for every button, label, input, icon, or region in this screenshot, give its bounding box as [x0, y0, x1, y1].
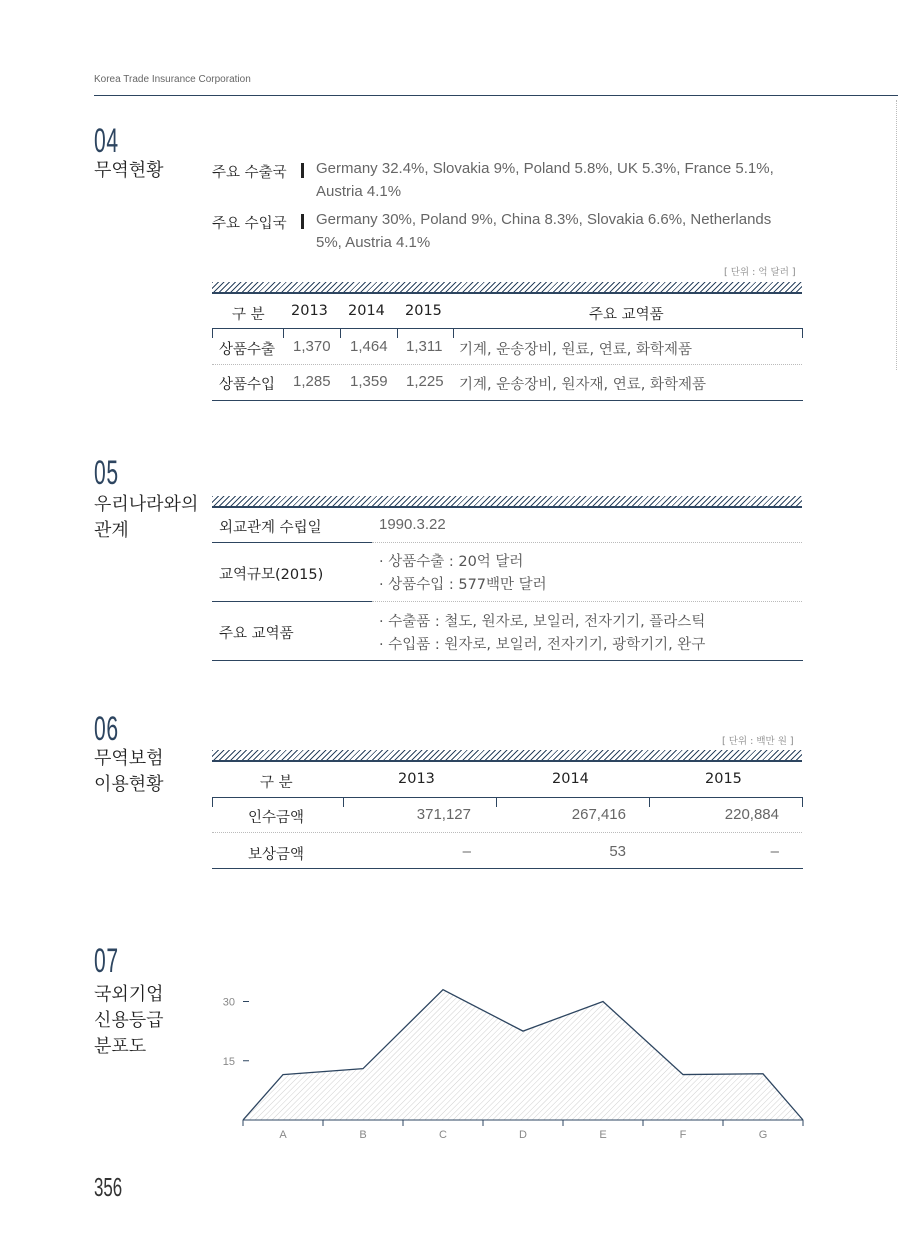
s04-cell: 1,311	[406, 338, 443, 355]
export-line-1: Germany 32.4%, Slovakia 9%, Poland 5.8%, UK 5.3%, France 5.1%,	[316, 160, 774, 177]
export-label: 주요 수출국	[212, 165, 287, 181]
header-org: Korea Trade Insurance Corporation	[94, 74, 251, 85]
s04-th-2013: 2013	[291, 303, 328, 319]
chart-x-label: B	[359, 1129, 367, 1141]
chart-x-label: A	[279, 1129, 287, 1141]
section-04-title: 무역현황	[94, 160, 164, 181]
s06-th-2014: 2014	[552, 771, 589, 787]
s04-cell-items: 기계, 운송장비, 원자재, 연료, 화학제품	[459, 377, 706, 393]
chart-x-label: G	[758, 1129, 768, 1141]
chart-x-label: C	[439, 1129, 447, 1141]
s06-row-label: 인수금액	[248, 810, 305, 826]
page-number: 356	[94, 1172, 123, 1202]
s04-th-2014: 2014	[348, 303, 385, 319]
s06-cell: –	[770, 843, 779, 860]
s04-cell: 1,225	[406, 373, 444, 390]
section-07-number: 07	[94, 942, 119, 980]
import-label: 주요 수입국	[212, 216, 287, 232]
s04-cell-items: 기계, 운송장비, 원료, 연료, 화학제품	[459, 342, 692, 358]
s04-th-category: 구 분	[232, 307, 265, 323]
chart-x-label: F	[679, 1129, 687, 1141]
s06-cell: 267,416	[571, 806, 626, 823]
s05-value: 1990.3.22	[379, 516, 446, 533]
s05-value: · 수입품 : 원자로, 보일러, 전자기기, 광학기기, 완구	[379, 637, 706, 653]
chart-x-label: E	[599, 1129, 607, 1141]
s05-value: · 상품수입 : 577백만 달러	[379, 577, 547, 593]
s05-row-label: 주요 교역품	[219, 626, 294, 642]
s06-cell: 53	[609, 843, 626, 860]
section-07-title: 국외기업 신용등급 분포도	[94, 984, 164, 1057]
s06-cell: –	[462, 843, 471, 860]
export-line-2: Austria 4.1%	[316, 183, 402, 200]
s04-cell: 1,285	[293, 373, 331, 390]
s06-th-2015: 2015	[705, 771, 742, 787]
chart-y-label: 30	[222, 996, 235, 1009]
chart-x-label: D	[519, 1129, 527, 1141]
s05-value: · 수출품 : 철도, 원자로, 보일러, 전자기기, 플라스틱	[379, 614, 706, 630]
section-04-number: 04	[94, 122, 119, 160]
s04-cell: 1,370	[293, 338, 331, 355]
chart-area-fill	[243, 990, 803, 1120]
s06-cell: 371,127	[416, 806, 471, 823]
s06-cell: 220,884	[724, 806, 779, 823]
s04-unit: [ 단위 : 억 달러 ]	[724, 267, 796, 278]
s05-row-label: 외교관계 수립일	[219, 520, 322, 536]
s04-th-items: 주요 교역품	[589, 307, 664, 323]
s04-th-2015: 2015	[405, 303, 442, 319]
section-06-title: 무역보험 이용현황	[94, 748, 164, 795]
s04-row-label: 상품수입	[219, 377, 276, 393]
s06-th-category: 구 분	[260, 775, 293, 791]
chart-y-label: 15	[222, 1055, 235, 1068]
s06-th-2013: 2013	[398, 771, 435, 787]
section-05-number: 05	[94, 454, 119, 492]
section-05-title: 우리나라와의 관계	[94, 494, 199, 541]
s04-row-label: 상품수출	[219, 342, 276, 358]
import-line-1: Germany 30%, Poland 9%, China 8.3%, Slovakia 6.6%, Netherlands	[316, 211, 772, 228]
s05-value: · 상품수출 : 20억 달러	[379, 554, 524, 570]
s06-unit: [ 단위 : 백만 원 ]	[722, 736, 794, 747]
s05-row-label: 교역규모(2015)	[219, 567, 324, 583]
s06-row-label: 보상금액	[248, 847, 305, 863]
s04-cell: 1,464	[350, 338, 388, 355]
s04-cell: 1,359	[350, 373, 388, 390]
section-06-number: 06	[94, 710, 119, 748]
import-line-2: 5%, Austria 4.1%	[316, 234, 431, 251]
